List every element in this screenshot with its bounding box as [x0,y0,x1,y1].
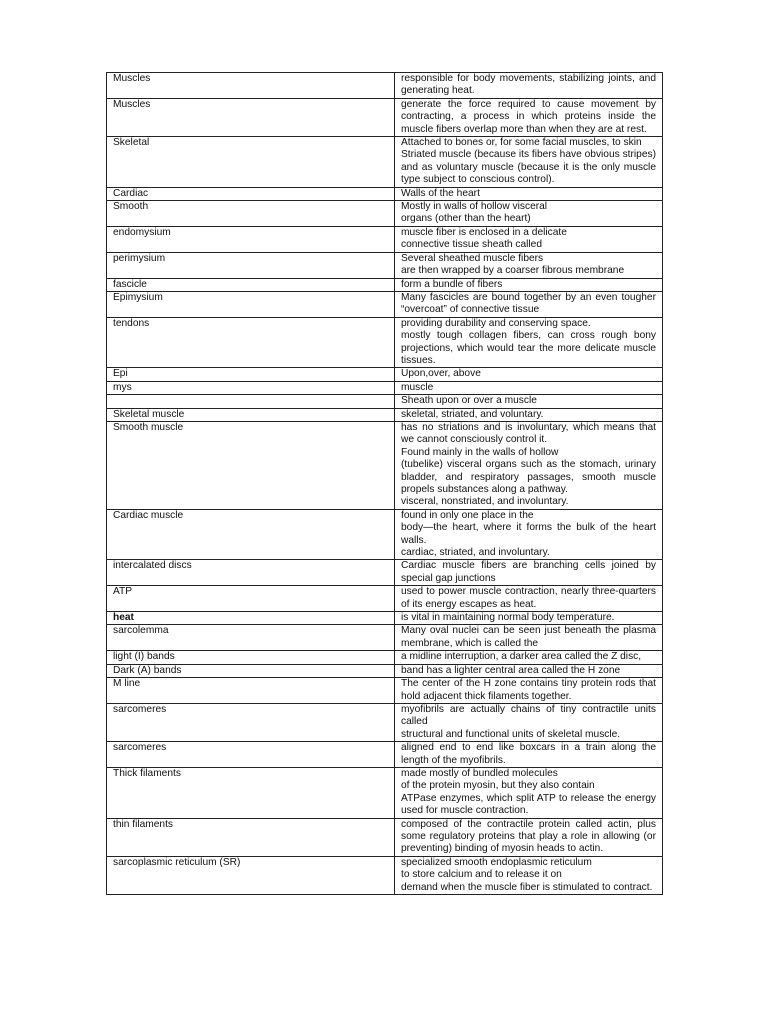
term-cell: fascicle [107,278,395,291]
table-row [107,818,663,856]
table-row [107,201,663,227]
term-cell: Muscles [107,73,395,99]
definition-line: mostly tough collagen fibers, can cross rough bony projections, which would tear the more delicate muscle tissues. [401,330,656,366]
definition-line: is vital in maintaining normal body temperature. [401,612,615,624]
definition-line: composed of the contractile protein called actin, plus some regulatory proteins that play a role in allowing (or preventing) binding of myosin heads to actin. [401,818,656,855]
table-row [107,856,663,894]
term-cell [107,395,395,408]
definition-cell [395,586,663,612]
table-row [107,187,663,200]
definition-line: cardiac, striated, and involuntary. [401,547,550,559]
definition-line: visceral, nonstriated, and involuntary. [401,496,569,508]
table-row [107,381,663,394]
definition-cell [395,818,663,856]
term-cell: heat [107,612,395,625]
definition-line: generate the force required to cause movement by contracting, a process in which proteins inside the muscle fibers overlap more than when they are at rest. [401,98,656,135]
definition-line: a midline interruption, a darker area called the Z disc, [401,651,642,663]
definition-line: used to power muscle contraction, nearly three-quarters of its energy escapes as heat. [401,586,656,610]
definition-line: Found mainly in the walls of hollow [401,446,559,458]
table-row [107,742,663,768]
table-row [107,368,663,381]
term-cell: ATP [107,586,395,612]
table-row [107,408,663,421]
term-cell: Cardiac [107,187,395,200]
definition-line: form a bundle of fibers [401,278,503,290]
definition-line: connective tissue sheath called [401,239,543,251]
term-cell: Skeletal muscle [107,408,395,421]
definition-line: ATPase enzymes, which split ATP to release the energy used for muscle contraction. [401,792,656,817]
definition-line: Sheath upon or over a muscle [401,395,537,407]
definition-line: Many fascicles are bound together by an even tougher “overcoat” of connective tissue [401,291,656,316]
table-row [107,767,663,818]
definition-cell [395,368,663,381]
table-row [107,317,663,368]
table-row [107,395,663,408]
definition-line: (tubelike) visceral organs such as the stomach, urinary bladder, and respiratory passages, smooth muscle propels substances along a pathway. [401,459,656,495]
definition-line: has no striations and is involuntary, which means that we cannot consciously control it. [401,421,656,446]
term-cell: Muscles [107,98,395,136]
definition-line: demand when the muscle fiber is stimulated to contract. [401,881,653,893]
table-row [107,509,663,560]
term-cell: Epimysium [107,291,395,317]
definition-cell [395,560,663,586]
term-cell: sarcomeres [107,742,395,768]
definition-cell [395,625,663,651]
definition-cell [395,703,663,741]
table-row [107,560,663,586]
term-cell: mys [107,381,395,394]
definition-cell [395,381,663,394]
definition-line: aligned end to end like boxcars in a train along the length of the myofibrils. [401,742,656,766]
table-row [107,678,663,704]
table-row [107,252,663,278]
term-cell: M line [107,678,395,704]
table-row [107,278,663,291]
definition-line: The center of the H zone contains tiny protein rods that hold adjacent thick filaments together. [401,678,656,702]
table-row [107,226,663,252]
table-row [107,703,663,741]
definition-cell [395,201,663,227]
definition-line: to store calcium and to release it on [401,869,562,881]
definition-line: found in only one place in the [401,509,534,521]
definition-line: Many oval nuclei can be seen just beneath the plasma membrane, which is called the [401,625,656,649]
definition-cell [395,252,663,278]
definition-line: responsible for body movements, stabilizing joints, and generating heat. [401,73,656,97]
term-cell: Dark (A) bands [107,664,395,677]
definition-line: Striated muscle (because its fibers have obvious stripes) and as voluntary muscle (because it is the only muscle type subject to conscious control). [401,149,656,186]
definition-cell [395,73,663,99]
term-cell: Thick filaments [107,767,395,818]
glossary-table [106,72,663,895]
definition-line: muscle fiber is enclosed in a delicate [401,226,567,238]
definition-line: organs (other than the heart) [401,213,531,225]
definition-cell [395,187,663,200]
term-cell: sarcomeres [107,703,395,741]
definition-line: muscle [401,381,434,393]
definition-cell [395,651,663,664]
table-row [107,73,663,99]
definition-line: of the protein myosin, but they also contain [401,780,595,792]
definition-line: band has a lighter central area called the H zone [401,664,621,676]
term-cell: perimysium [107,252,395,278]
term-cell: light (I) bands [107,651,395,664]
definition-cell [395,664,663,677]
definition-line: Upon,over, above [401,368,481,380]
definition-cell [395,421,663,509]
definition-cell [395,137,663,188]
table-row [107,291,663,317]
table-row [107,586,663,612]
term-cell: Skeletal [107,137,395,188]
definition-line: skeletal, striated, and voluntary. [401,408,544,420]
term-cell: thin filaments [107,818,395,856]
definition-cell [395,291,663,317]
definition-line: Walls of the heart [401,187,480,199]
definition-line: Attached to bones or, for some facial muscles, to skin [401,137,642,149]
term-cell: Smooth muscle [107,421,395,509]
definition-cell [395,856,663,894]
term-cell: intercalated discs [107,560,395,586]
definition-line: myofibrils are actually chains of tiny contractile units called [401,703,656,728]
term-cell: Smooth [107,201,395,227]
table-row [107,664,663,677]
table-row [107,421,663,509]
term-cell: endomysium [107,226,395,252]
definition-cell [395,612,663,625]
term-cell: Epi [107,368,395,381]
definition-cell [395,408,663,421]
definition-cell [395,509,663,560]
table-row [107,612,663,625]
definition-line: Mostly in walls of hollow visceral [401,201,548,213]
definition-line: specialized smooth endoplasmic reticulum [401,856,592,868]
table-row [107,137,663,188]
definition-cell [395,395,663,408]
definition-line: body—the heart, where it forms the bulk of the heart walls. [401,522,656,546]
table-row [107,651,663,664]
term-cell: Cardiac muscle [107,509,395,560]
definition-cell [395,98,663,136]
table-row [107,98,663,136]
definition-line: made mostly of bundled molecules [401,767,558,779]
term-cell: tendons [107,317,395,368]
glossary-body [107,73,663,895]
term-cell: sarcoplasmic reticulum (SR) [107,856,395,894]
definition-cell [395,678,663,704]
term-cell: sarcolemma [107,625,395,651]
definition-line: are then wrapped by a coarser fibrous membrane [401,265,625,277]
definition-cell [395,317,663,368]
definition-line: Several sheathed muscle fibers [401,252,544,264]
definition-cell [395,226,663,252]
definition-line: structural and functional units of skeletal muscle. [401,728,621,740]
definition-cell [395,767,663,818]
definition-cell [395,742,663,768]
definition-line: Cardiac muscle fibers are branching cells joined by special gap junctions [401,560,656,584]
definition-line: providing durability and conserving space. [401,317,591,329]
table-row [107,625,663,651]
definition-cell [395,278,663,291]
